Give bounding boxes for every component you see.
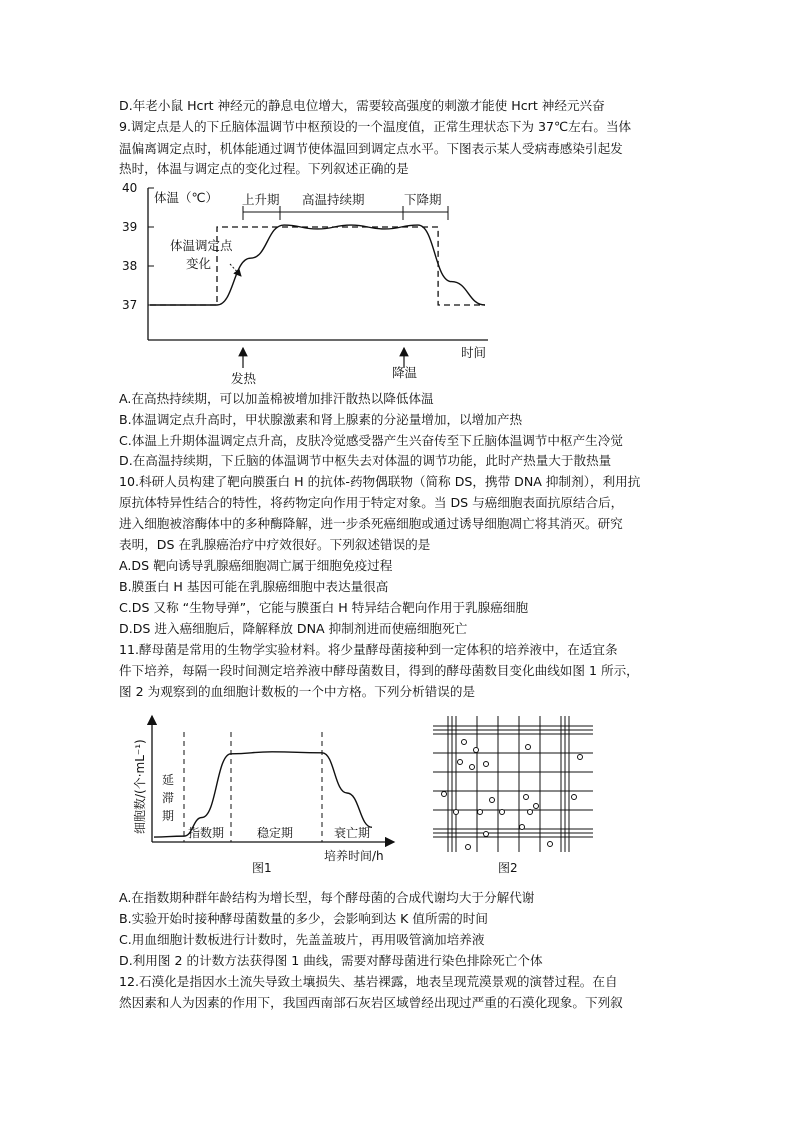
q11-series-group <box>154 752 372 837</box>
q9-option-a: A.在高热持续期，可以加盖棉被增加排汗散热以降低体温 <box>119 391 434 406</box>
phase-lag-char-2: 滞 <box>162 791 175 805</box>
q11-option-c: C.用血细胞计数板进行计数时，先盖盖玻片，再用吸管滴加培养液 <box>119 932 485 947</box>
q12-stem-2: 然因素和人为因素的作用下，我国西南部石灰岩区域曾经出现过严重的石漠化现象。下列叙 <box>119 995 623 1010</box>
cell <box>478 810 483 815</box>
phase-lag-char-1: 延 <box>162 773 175 787</box>
y-axis-label: 细胞数/(个·mL⁻¹) <box>133 739 147 834</box>
y-axis-label: 体温（℃） <box>154 190 219 205</box>
q9-option-d: D.在高温持续期，下丘脑的体温调节中枢失去对体温的调节功能，此时产热量大于散热量 <box>119 453 612 468</box>
cell <box>548 842 553 847</box>
q10-stem-1: 10.科研人员构建了靶向膜蛋白 H 的抗体-药物偶联物（简称 DS，携带 DNA 抑制剂），利用抗 <box>119 474 641 489</box>
q10-stem-2: 原抗体特异性结合的特性，将药物定向作用于特定对象。当 DS 与癌细胞表面抗原结合后， <box>119 495 624 510</box>
cell <box>466 845 471 850</box>
q11-stem-3: 图 2 为观察到的血细胞计数板的一个中方格。下列分析错误的是 <box>119 684 476 699</box>
event-cooling: 降温 <box>392 365 418 380</box>
annotation-change: 变化 <box>186 256 212 271</box>
ytick-40: 40 <box>122 181 138 195</box>
q10-option-b: B.膜蛋白 H 基因可能在乳腺癌细胞中表达量很高 <box>119 579 389 594</box>
q9-stem-2: 温偏离调定点时，机体能通过调节使体温回到调定点水平。下图表示某人受病毒感染引起发 <box>119 141 623 156</box>
cell <box>442 792 447 797</box>
phase-decline-label: 衰亡期 <box>334 826 371 840</box>
cell <box>462 740 467 745</box>
figure2-caption: 图2 <box>498 861 518 875</box>
cell <box>526 745 531 750</box>
cell <box>500 810 505 815</box>
phase-label-fall: 下降期 <box>404 192 442 207</box>
q8-option-d: D.年老小鼠 Hcrt 神经元的静息电位增大，需要较高强度的刺激才能使 Hcrt 神经元兴奋 <box>119 98 605 113</box>
cell <box>572 795 577 800</box>
q10-option-d: D.DS 进入癌细胞后，降解释放 DNA 抑制剂进而使癌细胞死亡 <box>119 621 468 636</box>
ytick-38: 38 <box>122 259 138 273</box>
q9-stem-1: 9.调定点是人的下丘脑体温调节中枢预设的一个温度值，正常生理状态下为 37℃左右。当体 <box>119 119 632 134</box>
phase-lag-char-3: 期 <box>162 809 175 823</box>
cell <box>458 760 463 765</box>
x-axis-label-time: 时间 <box>461 345 487 360</box>
cell <box>578 755 583 760</box>
grid-lines <box>433 716 593 852</box>
figure1-caption: 图1 <box>252 861 272 875</box>
x-axis-label: 培养时间/h <box>324 849 384 863</box>
phase-label-rise: 上升期 <box>242 192 280 207</box>
q9-option-b: B.体温调定点升高时，甲状腺激素和肾上腺素的分泌量增加，以增加产热 <box>119 412 523 427</box>
q11-option-b: B.实验开始时接种酵母菌数量的多少，会影响到达 K 值所需的时间 <box>119 911 488 926</box>
cell <box>474 748 479 753</box>
ytick-39: 39 <box>122 220 138 234</box>
series-line-1 <box>154 752 372 837</box>
phase-log-label: 指数期 <box>188 826 225 840</box>
q11-option-a: A.在指数期种群年龄结构为增长型，每个酵母菌的合成代谢均大于分解代谢 <box>119 890 535 905</box>
annotation-setpoint: 体温调定点 <box>170 238 233 253</box>
q10-option-c: C.DS 又称 “生物导弹”，它能与膜蛋白 H 特异结合靶向作用于乳腺癌细胞 <box>119 600 529 615</box>
q9-option-c: C.体温上升期体温调定点升高，皮肤冷觉感受器产生兴奋传至下丘脑体温调节中枢产生冷觉 <box>119 433 623 448</box>
q10-stem-3: 进入细胞被溶酶体中的多种酶降解，进一步杀死癌细胞或通过诱导细胞凋亡将其消灭。研究 <box>119 516 623 531</box>
q11-stem-1: 11.酵母菌是常用的生物学实验材料。将少量酵母菌接种到一定体积的培养液中，在适宜条 <box>119 642 618 657</box>
cell <box>470 765 475 770</box>
cell <box>520 825 525 830</box>
q10-stem-4: 表明，DS 在乳腺癌治疗中疗效很好。下列叙述错误的是 <box>119 537 431 552</box>
q11-option-d: D.利用图 2 的计数方法获得图 1 曲线，需要对酵母菌进行染色排除死亡个体 <box>119 953 543 968</box>
q12-stem-1: 12.石漠化是指因水土流失导致土壤损失、基岩裸露，地表呈现荒漠景观的演替过程。在自 <box>119 974 618 989</box>
phase-stable-label: 稳定期 <box>257 826 294 840</box>
q9-stem-3: 热时，体温与调定点的变化过程。下列叙述正确的是 <box>119 161 409 176</box>
cell <box>524 795 529 800</box>
q10-option-a: A.DS 靶向诱导乳腺癌细胞凋亡属于细胞免疫过程 <box>119 558 393 573</box>
q11-stem-2: 件下培养，每隔一段时间测定培养液中酵母菌数目，得到的酵母菌数目变化曲线如图 1 所示， <box>119 663 639 678</box>
cell <box>484 832 489 837</box>
cell <box>484 762 489 767</box>
cell <box>490 798 495 803</box>
q9-temperature-chart <box>118 180 498 380</box>
q11-counting-grid <box>428 712 598 882</box>
q11-growth-curve-chart <box>122 712 402 882</box>
phase-label-plateau: 高温持续期 <box>302 192 365 207</box>
ytick-37: 37 <box>122 298 138 312</box>
cell <box>534 804 539 809</box>
cell <box>454 810 459 815</box>
annotation-arrow <box>230 264 241 276</box>
event-fever: 发热 <box>231 371 257 386</box>
cell <box>528 810 533 815</box>
